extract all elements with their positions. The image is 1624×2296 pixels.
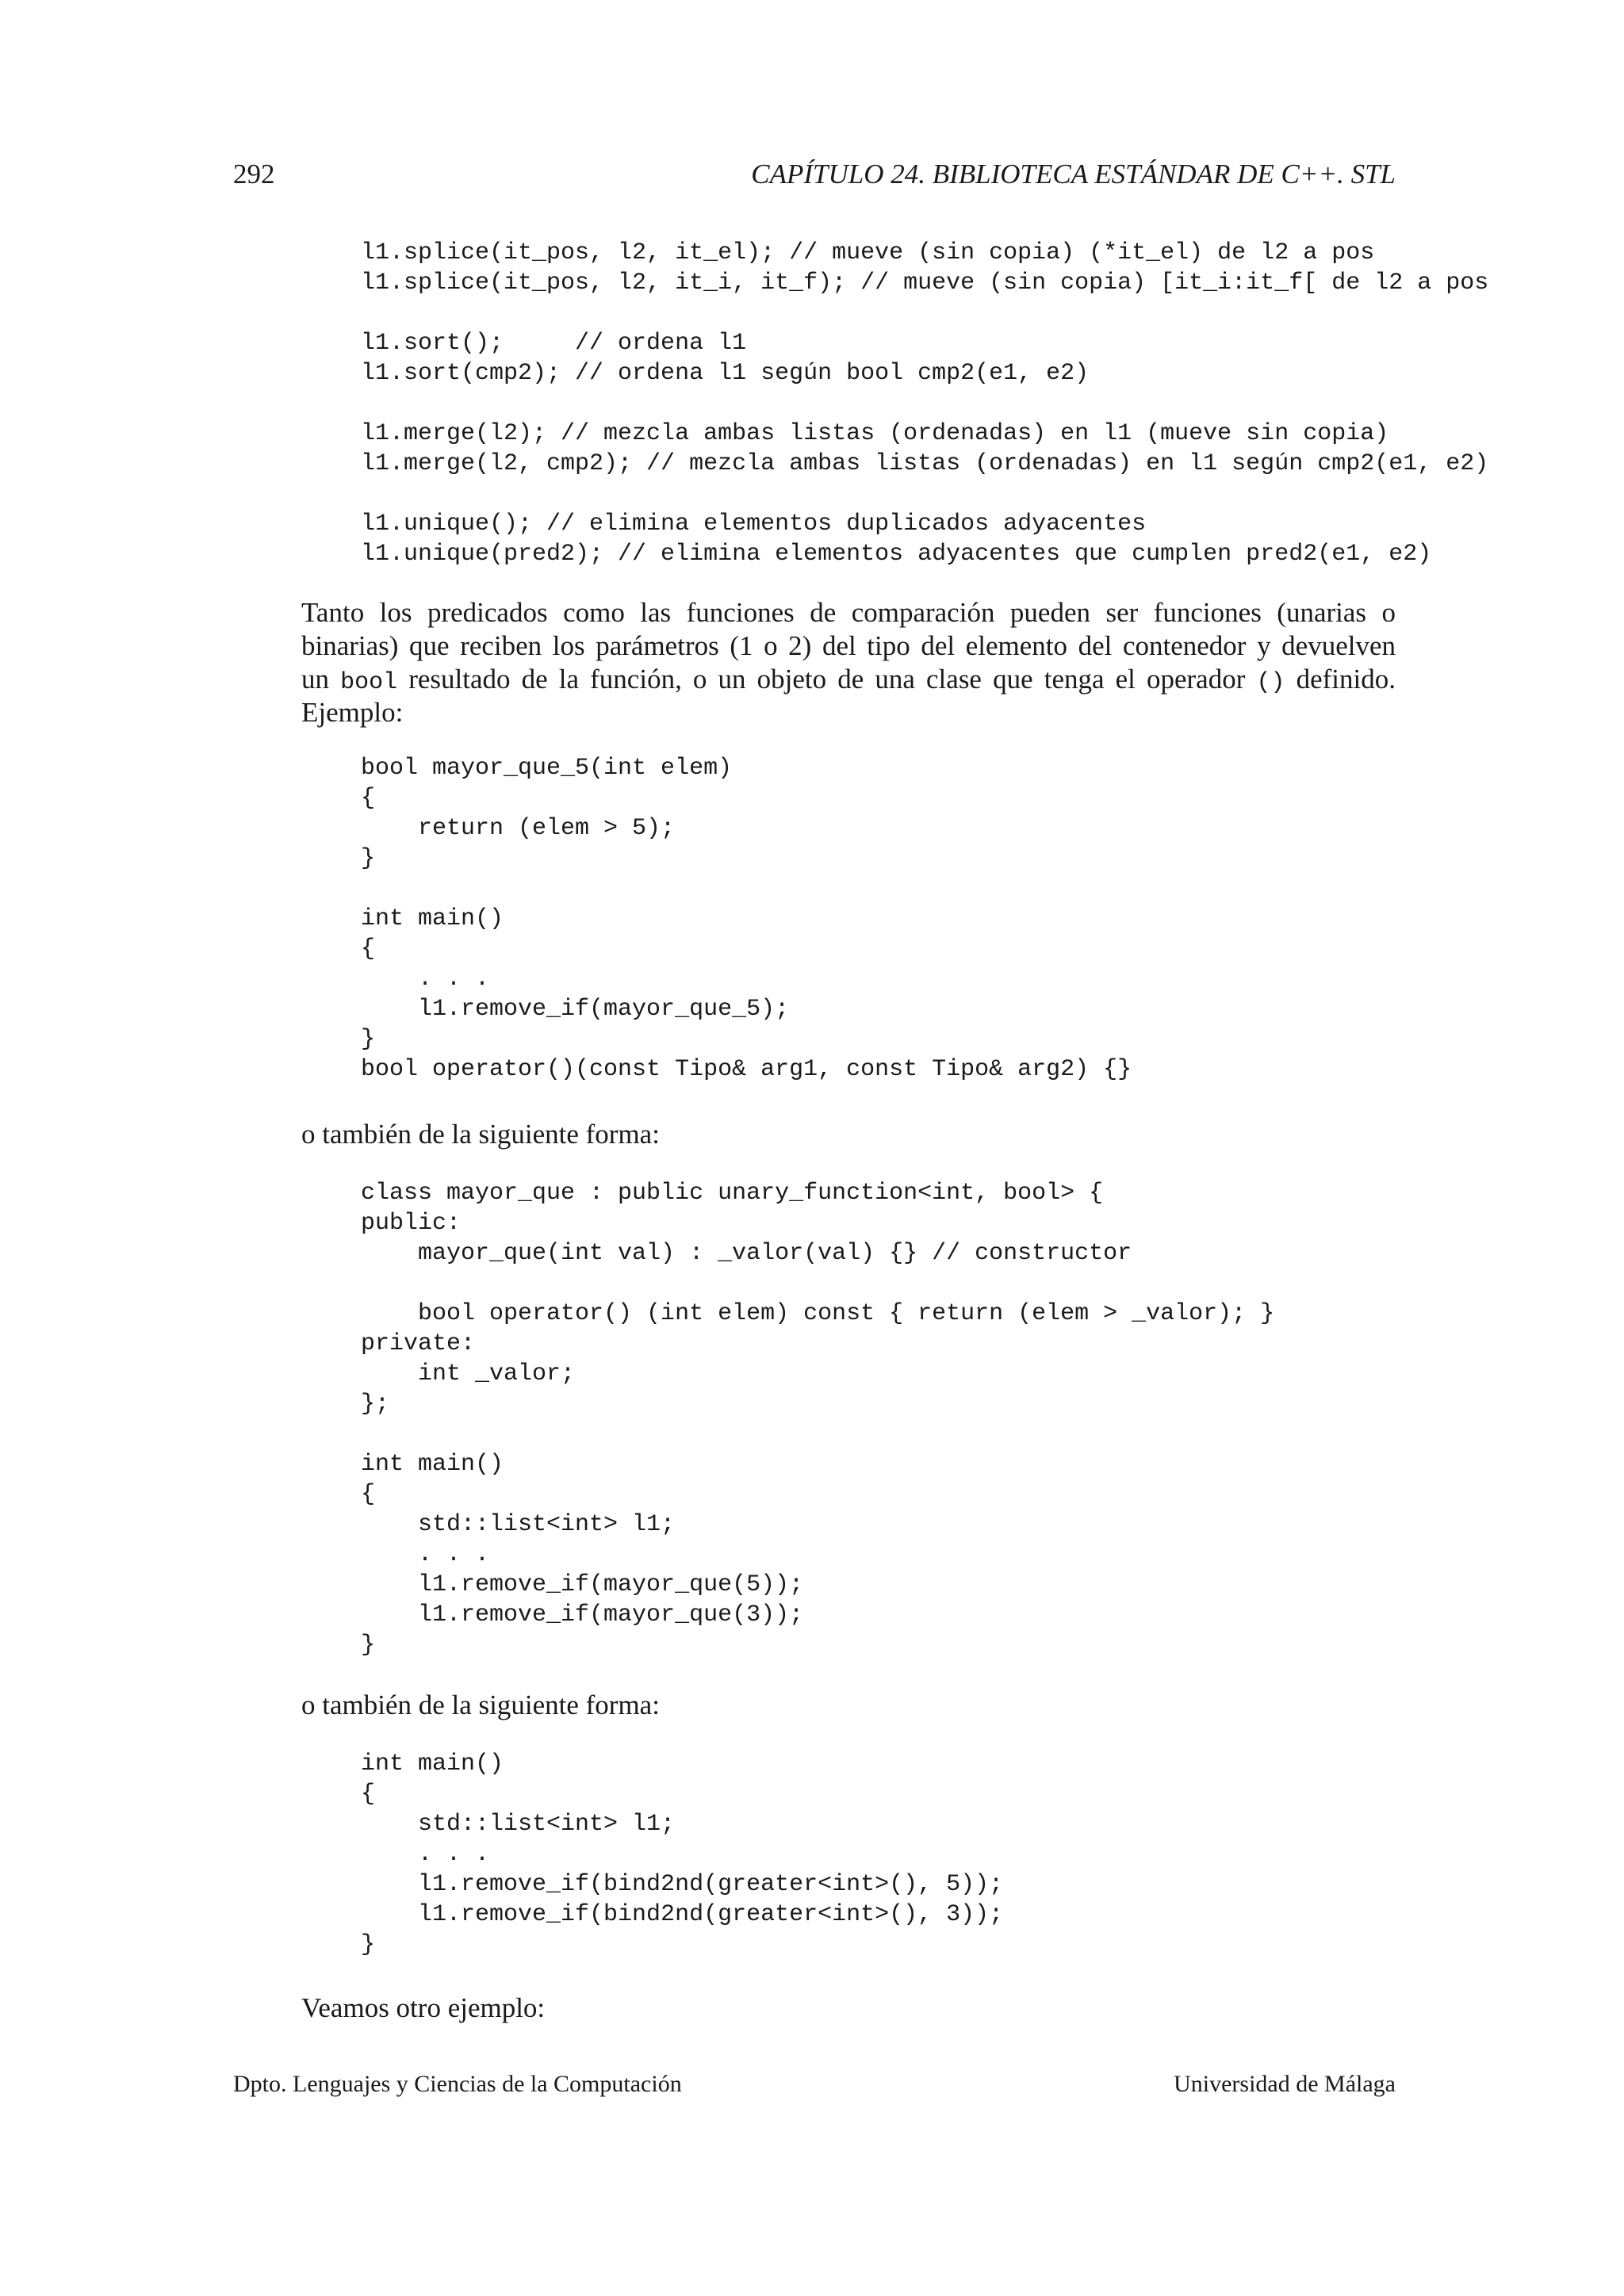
code-line: } [361,845,376,872]
paragraph-predicates [301,596,1396,729]
code-line: l1.merge(l2, cmp2); // mezcla ambas listas (ordenadas) en l1 según cmp2(e1, e2) [361,450,1489,477]
code-line: }; [361,1391,390,1418]
code-line: l1.unique(); // elimina elementos duplicados adyacentes [361,511,1147,538]
code-line: int main() [361,905,504,932]
code-block-bind2nd [361,1749,1003,1960]
code-line: std::list<int> l1; [361,1511,676,1538]
code-line: return (elem > 5); [361,815,676,842]
paragraph-line: binarias) que reciben los parámetros (1 o 2) del tipo del elemento del contenedor y devuelven [301,630,1396,661]
text-fragment: definido. [1285,664,1396,695]
code-line: } [361,1632,376,1659]
code-line: l1.remove_if(bind2nd(greater<int>(), 5)); [361,1871,1004,1898]
code-line: bool mayor_que_5(int elem) [361,755,733,782]
paragraph-line: Ejemplo: [301,697,404,728]
page-footer [233,2068,1396,2101]
footer-department: Dpto. Lenguajes y Ciencias de la Computación [233,2071,682,2097]
text-fragment: un [301,664,341,695]
code-line [361,1419,1274,1449]
paragraph-line: Tanto los predicados como las funciones de comparación pueden ser funciones (unarias o [301,597,1396,628]
code-line: { [361,785,376,812]
paragraph-line: Veamos otro ejemplo: [301,1992,546,2023]
code-line: l1.remove_if(mayor_que(5)); [361,1571,804,1598]
code-block-class-predicate [361,1178,1274,1660]
code-line: l1.unique(pred2); // elimina elementos adyacentes que cumplen pred2(e1, e2) [361,541,1432,568]
code-line [361,388,1488,419]
inline-code-bool: bool [340,669,398,696]
code-line: } [361,1931,376,1958]
code-line: int main() [361,1751,504,1777]
code-line: bool operator() (int elem) const { return (elem > _valor); } [361,1300,1275,1327]
code-line: { [361,1481,376,1508]
code-line [361,298,1488,328]
code-line: l1.splice(it_pos, l2, it_i, it_f); // mueve (sin copia) [it_i:it_f[ de l2 a pos [361,270,1489,297]
code-line: l1.remove_if(mayor_que_5); [361,996,790,1023]
code-line: int _valor; [361,1360,576,1387]
paragraph-alternative-2 [301,1689,1396,1722]
code-line: l1.merge(l2); // mezcla ambas listas (ordenadas) en l1 (mueve sin copia) [361,420,1389,447]
code-line: private: [361,1330,476,1357]
code-line: . . . [361,1841,490,1868]
code-line: l1.sort(cmp2); // ordena l1 según bool cmp2(e1, e2) [361,360,1090,387]
code-line: { [361,1781,376,1808]
code-line: . . . [361,966,490,993]
code-line [361,1269,1274,1299]
code-line: int main() [361,1451,504,1478]
footer-university: Universidad de Málaga [1174,2071,1396,2097]
code-line: l1.splice(it_pos, l2, it_el); // mueve (sin copia) (*it_el) de l2 a pos [361,239,1375,266]
paragraph-another-example [301,1992,1396,2025]
paragraph-alternative-1 [301,1118,1396,1151]
code-line: l1.remove_if(bind2nd(greater<int>(), 3)); [361,1901,1004,1928]
code-block-list-operations [361,238,1488,569]
code-block-function-predicate [361,753,1132,1085]
code-line: } [361,1026,376,1053]
paragraph-line: o también de la siguiente forma: [301,1689,660,1720]
text-fragment: resultado de la función, o un objeto de una clase que tenga el operador [397,664,1257,695]
page-header [233,155,1396,193]
code-line [361,479,1488,509]
code-line: public: [361,1210,462,1237]
code-line: bool operator()(const Tipo& arg1, const Tipo& arg2) {} [361,1056,1132,1083]
code-line: { [361,936,376,962]
paragraph-line [301,663,1396,696]
inline-code-operator: () [1256,669,1285,696]
chapter-title: CAPÍTULO 24. BIBLIOTECA ESTÁNDAR DE C++. STL [751,159,1396,189]
paragraph-line: o también de la siguiente forma: [301,1119,660,1150]
code-line: l1.remove_if(mayor_que(3)); [361,1601,804,1628]
code-line [361,874,1132,904]
code-line: std::list<int> l1; [361,1811,676,1838]
page-number: 292 [233,159,275,189]
code-line: mayor_que(int val) : _valor(val) {} // constructor [361,1240,1132,1267]
code-line: . . . [361,1541,490,1568]
code-line: l1.sort(); // ordena l1 [361,330,747,357]
code-line: class mayor_que : public unary_function<int, bool> { [361,1180,1104,1207]
